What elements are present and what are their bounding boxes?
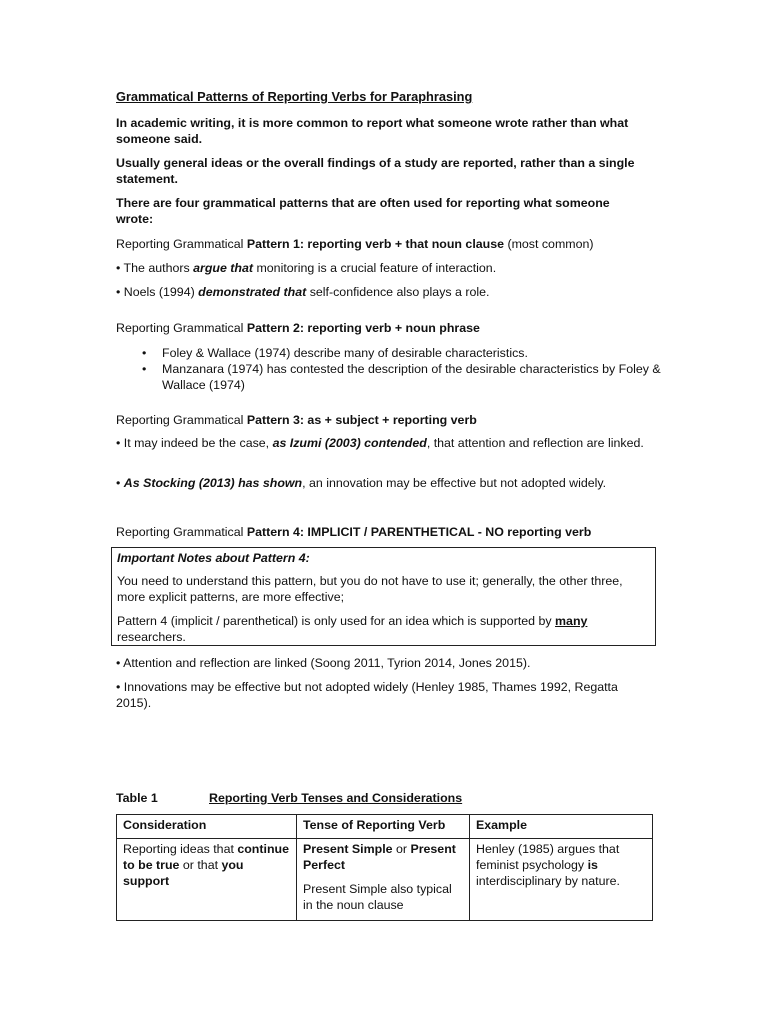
pattern-1-heading: Reporting Grammatical Pattern 1: reporting verb + that noun clause (most common)	[116, 237, 594, 251]
pattern-2-heading: Reporting Grammatical Pattern 2: reporting verb + noun phrase	[116, 321, 480, 335]
pattern-1-example-2: • Noels (1994) demonstrated that self-confidence also plays a role.	[116, 285, 490, 299]
table-1-title: Reporting Verb Tenses and Considerations	[209, 791, 463, 805]
table-row	[117, 839, 653, 921]
document-title: Grammatical Patterns of Reporting Verbs for Paraphrasing	[116, 89, 473, 104]
table-1-label: Table 1	[116, 791, 158, 805]
notes-box-title: Important Notes about Pattern 4:	[117, 551, 310, 565]
pattern-3-heading: Reporting Grammatical Pattern 3: as + subject + reporting verb	[116, 413, 477, 427]
pattern-4-example-2: • Innovations may be effective but not adopted widely (Henley 1985, Thames 1992, Regatta 2015).	[116, 680, 618, 710]
table-header-example: Example	[470, 815, 653, 839]
pattern-2-list	[116, 345, 692, 393]
notes-box-note-1: You need to understand this pattern, but you do not have to use it; generally, the other three, more explicit patterns, are more effective;	[117, 574, 623, 604]
pattern-1-example-1: • The authors argue that monitoring is a crucial feature of interaction.	[116, 261, 497, 275]
pattern-4-heading: Reporting Grammatical Pattern 4: IMPLICIT / PARENTHETICAL - NO reporting verb	[116, 525, 592, 539]
pattern-3-example-1: • It may indeed be the case, as Izumi (2003) contended, that attention and reflection are linked.	[116, 436, 644, 450]
pattern-4-example-1: • Attention and reflection are linked (Soong 2011, Tyrion 2014, Jones 2015).	[116, 656, 531, 670]
table-header-row	[117, 815, 653, 839]
pattern-3-example-2: • As Stocking (2013) has shown, an innovation may be effective but not adopted widely.	[116, 476, 607, 490]
pattern-4-notes-box	[111, 547, 656, 646]
pattern-2-list-item: • Manzanara (1974) has contested the description of the desirable characteristics by Foley & Wallace (1974)	[162, 361, 692, 393]
notes-box-note-2: Pattern 4 (implicit / parenthetical) is only used for an idea which is supported by many researchers.	[117, 614, 588, 644]
table-cell-example: Henley (1985) argues that feminist psychology is interdisciplinary by nature.	[470, 839, 653, 921]
intro-paragraph-2: Usually general ideas or the overall findings of a study are reported, rather than a single statement.	[116, 156, 635, 186]
table-1-caption	[116, 790, 656, 806]
table-header-tense: Tense of Reporting Verb	[297, 815, 470, 839]
reporting-verb-tenses-table	[116, 814, 653, 921]
intro-paragraph-3: There are four grammatical patterns that are often used for reporting what someone wrote:	[116, 196, 610, 226]
table-cell-consideration: Reporting ideas that continue to be true or that you support	[117, 839, 297, 921]
pattern-2-list-item: • Foley & Wallace (1974) describe many of desirable characteristics.	[162, 345, 692, 361]
table-cell-tense: Present Simple or Present Perfect Present Simple also typical in the noun clause	[297, 839, 470, 921]
table-header-consideration: Consideration	[117, 815, 297, 839]
intro-paragraph-1: In academic writing, it is more common to report what someone wrote rather than what someone said.	[116, 116, 629, 146]
